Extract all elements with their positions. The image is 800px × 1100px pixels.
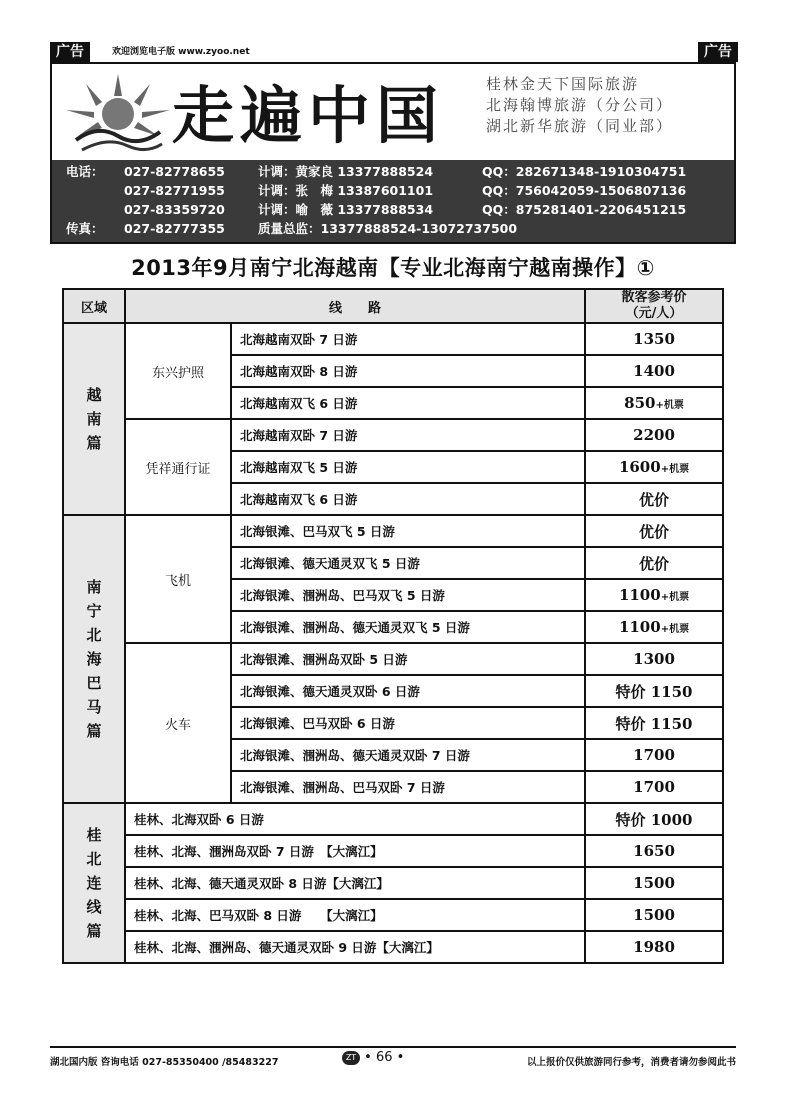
region-label: 越南篇: [86, 386, 102, 452]
planner-contact: 计调：喻 薇 13377888534: [258, 202, 434, 217]
region-header: 区域: [63, 289, 125, 323]
price-value: 1400: [633, 362, 675, 380]
ad-label-left: 广告: [50, 42, 90, 62]
price-value: 1300: [633, 650, 675, 668]
price-value: 1980: [633, 938, 675, 956]
route-cell: 北海银滩、德天通灵双飞 5 日游: [231, 547, 585, 579]
route-cell: 北海越南双飞 5 日游: [231, 451, 585, 483]
price-value: 2200: [633, 426, 675, 444]
price-suffix: +机票: [655, 400, 684, 411]
route-cell: 北海银滩、涠洲岛、巴马双卧 7 日游: [231, 771, 585, 803]
table-row: [63, 419, 723, 451]
page-badge-icon: ZT: [342, 1051, 360, 1065]
price-value: 1600: [618, 458, 661, 476]
price-cell: [585, 323, 723, 355]
footer-hotline: 湖北国内版 咨询电话 027-85350400 /85483227: [50, 1057, 279, 1068]
table-row: [63, 867, 723, 899]
footer-disclaimer: 以上报价仅供旅游同行参考，消费者请勿参阅此书: [526, 1057, 736, 1068]
contact-block: [52, 160, 734, 242]
price-value: 特价 1150: [615, 714, 693, 733]
route-cell: 北海银滩、涠洲岛、巴马双飞 5 日游: [231, 579, 585, 611]
route-cell: 北海银滩、涠洲岛、德天通灵双卧 7 日游: [231, 739, 585, 771]
route-cell: 北海越南双卧 7 日游: [231, 419, 585, 451]
qq-contact: QQ：282671348-1910304751: [482, 164, 687, 179]
price-cell: [585, 451, 723, 483]
agency-header: [50, 62, 736, 244]
price-cell: [585, 611, 723, 643]
brand-title: 走遍中国: [172, 79, 445, 152]
price-value: 优价: [639, 490, 670, 509]
price-header: [585, 289, 723, 323]
price-cell: [585, 931, 723, 963]
planner-contact: 计调：张 梅 13387601101: [258, 183, 434, 198]
route-cell: 桂林、北海、涠洲岛、德天通灵双卧 9 日游【大漓江】: [125, 931, 585, 963]
table-header-row: [63, 289, 723, 323]
region-label: 南宁北海巴马篇: [86, 578, 102, 740]
table-row: [63, 643, 723, 675]
phone-label: 电话：: [66, 164, 104, 179]
price-suffix: +机票: [660, 624, 690, 635]
site-url-text: 欢迎浏览电子版 www.zyoo.net: [112, 47, 250, 57]
price-value: 1350: [633, 330, 675, 348]
price-value: 1500: [633, 874, 675, 892]
price-value: 优价: [639, 554, 670, 573]
price-header-unit: （元/人）: [625, 306, 683, 321]
table-row: [63, 931, 723, 963]
price-value: 1700: [633, 778, 675, 796]
price-cell: [585, 867, 723, 899]
phone-number: 027-83359720: [124, 202, 225, 217]
route-header: 线 路: [125, 289, 585, 323]
route-cell: 北海越南双卧 7 日游: [231, 323, 585, 355]
route-cell: 北海银滩、涠洲岛、德天通灵双飞 5 日游: [231, 611, 585, 643]
contact-row: [52, 220, 734, 238]
planner-contact: 计调：黄家良 13377888524: [258, 164, 434, 179]
price-cell: [585, 579, 723, 611]
table-row: [63, 899, 723, 931]
agency-name: 北海翰博旅游（分公司）: [486, 96, 674, 114]
price-cell: [585, 515, 723, 547]
price-cell: [585, 419, 723, 451]
qq-contact: QQ：875281401-2206451215: [482, 202, 687, 217]
region-guilin: [63, 803, 125, 963]
route-cell: 北海银滩、涠洲岛双卧 5 日游: [231, 643, 585, 675]
route-cell: 北海银滩、巴马双卧 6 日游: [231, 707, 585, 739]
contact-row: [52, 182, 734, 200]
table-row: [63, 323, 723, 355]
price-header-line: 散客参考价: [621, 290, 687, 305]
route-cell: 桂林、北海、涠洲岛双卧 7 日游 【大漓江】: [125, 835, 585, 867]
fax-number: 027-82777355: [124, 221, 225, 236]
price-value: 850: [624, 394, 656, 412]
route-cell: 北海越南双卧 8 日游: [231, 355, 585, 387]
price-cell: [585, 899, 723, 931]
price-cell: [585, 739, 723, 771]
contact-row: [52, 201, 734, 219]
group-plane: 飞机: [125, 515, 231, 643]
price-cell: [585, 547, 723, 579]
price-cell: [585, 387, 723, 419]
region-vietnam: [63, 323, 125, 515]
price-value: 1500: [633, 906, 675, 924]
price-value: 特价 1000: [615, 810, 693, 829]
region-nanning: [63, 515, 125, 803]
price-cell: [585, 835, 723, 867]
route-cell: 北海银滩、德天通灵双卧 6 日游: [231, 675, 585, 707]
route-cell: 桂林、北海双卧 6 日游: [125, 803, 585, 835]
price-table: [62, 288, 724, 964]
footer-divider: [50, 1046, 736, 1048]
route-cell: 桂林、北海、巴马双卧 8 日游 【大漓江】: [125, 899, 585, 931]
price-cell: [585, 707, 723, 739]
price-suffix: +机票: [660, 464, 690, 475]
price-cell: [585, 771, 723, 803]
agency-name: 桂林金天下国际旅游: [486, 75, 640, 93]
table-row: [63, 515, 723, 547]
route-cell: 北海银滩、巴马双飞 5 日游: [231, 515, 585, 547]
route-cell: 北海越南双飞 6 日游: [231, 483, 585, 515]
price-suffix: +机票: [660, 592, 690, 603]
group-pingxiang: 凭祥通行证: [125, 419, 231, 515]
route-cell: 北海越南双飞 6 日游: [231, 387, 585, 419]
agency-list: [486, 74, 673, 137]
price-value: 1700: [633, 746, 675, 764]
fax-label: 传真：: [66, 221, 104, 236]
table-row: [63, 803, 723, 835]
phone-number: 027-82778655: [124, 164, 225, 179]
price-cell: [585, 643, 723, 675]
contact-row: [52, 163, 734, 181]
group-train: 火车: [125, 643, 231, 803]
agency-name: 湖北新华旅游（同业部）: [486, 117, 674, 135]
price-cell: [585, 803, 723, 835]
price-value: 优价: [639, 522, 670, 541]
region-label: 桂北连线篇: [86, 826, 102, 940]
price-value: 特价 1150: [615, 682, 693, 701]
price-value: 1100: [618, 618, 661, 636]
page-headline: 2013年9月南宁北海越南【专业北海南宁越南操作】①: [131, 256, 655, 280]
page-number: • 66 •: [364, 1050, 405, 1065]
page-number-block: [342, 1050, 404, 1065]
price-cell: [585, 355, 723, 387]
qq-contact: QQ：756042059-1506807136: [482, 183, 687, 198]
price-value: 1100: [618, 586, 661, 604]
sun-logo-icon: [58, 70, 178, 156]
quality-director-contact: 质量总监：13377888524-13072737500: [258, 221, 518, 236]
group-dongxing: 东兴护照: [125, 323, 231, 419]
ad-label-right: 广告: [698, 42, 738, 62]
price-cell: [585, 483, 723, 515]
route-cell: 桂林、北海、德天通灵双卧 8 日游【大漓江】: [125, 867, 585, 899]
phone-number: 027-82771955: [124, 183, 225, 198]
price-cell: [585, 675, 723, 707]
table-row: [63, 835, 723, 867]
price-value: 1650: [633, 842, 675, 860]
